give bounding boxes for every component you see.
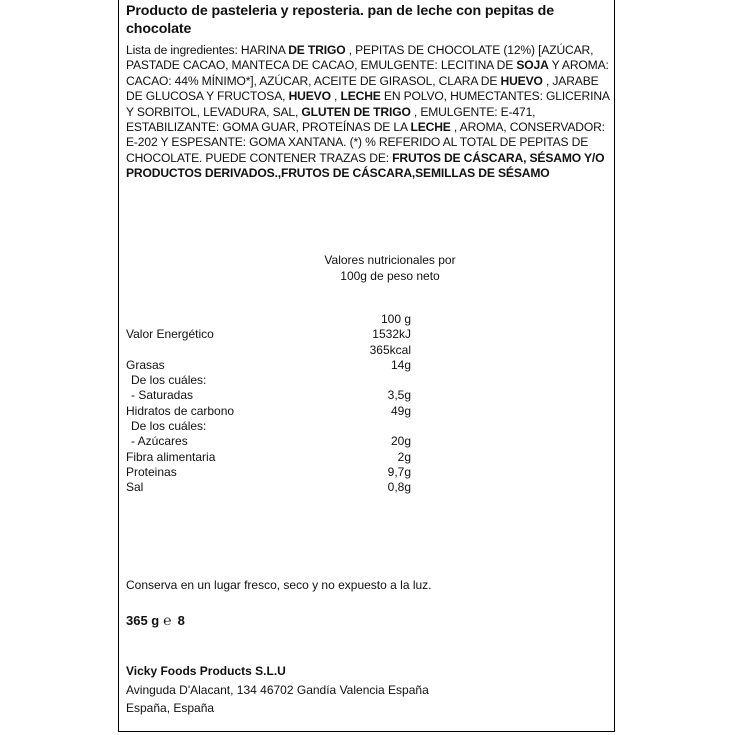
nutrient-label: Hidratos de carbono (126, 403, 235, 418)
unit-count: 8 (177, 613, 185, 628)
allergen-text: FRUTOS DE CÁSCARA, SÉSAMO Y/O PRODUCTOS DERIVADOS.,FRUTOS DE CÁSCARA,SEMILLAS DE SÉSAMO (126, 150, 605, 181)
company-name: Vicky Foods Products S.L.U (126, 664, 286, 678)
nutrient-value: 49g (390, 403, 411, 418)
nutrient-value: 9,7g (387, 464, 411, 479)
estimated-sign-icon: ℮ (163, 612, 172, 628)
storage-instructions: Conserva en un lugar fresco, seco y no expuesto a la luz. (126, 578, 432, 592)
net-weight-value: 365 g (126, 613, 160, 628)
allergen-text: SOJA (516, 58, 549, 73)
company-address: Avinguda D'Alacant, 134 46702 Gandía Valencia España (126, 682, 429, 697)
nutrient-label: Fibra alimentaria (126, 449, 216, 464)
nutrition-row (126, 419, 446, 434)
ingredient-text: , AROMA, CONSERVADOR: E-202 Y ESPESANTE: GOMA XANTANA. (*) % REFERIDO AL TOTAL DE PEPITAS DE CHOCOLATE. PUEDE CONTENER TRAZAS DE: (126, 120, 605, 165)
nutrition-row (126, 404, 446, 419)
ingredient-text: Lista de ingredientes: HARINA (126, 43, 289, 57)
ingredient-text: , EMULGENTE: E-471, ESTABILIZANTE: GOMA GUAR, PROTEÍNAS DE LA (126, 104, 536, 135)
allergen-text: GLUTEN DE TRIGO (301, 104, 411, 119)
nutrition-row (126, 465, 446, 480)
nutrition-row (126, 358, 446, 373)
nutrient-label: - Saturadas (131, 388, 194, 403)
nutrition-table (126, 312, 446, 496)
nutrient-label: Proteinas (126, 464, 177, 479)
nutrition-row (126, 434, 446, 449)
nutrient-label: Sal (126, 480, 144, 495)
ingredient-text: , JARABE DE GLUCOSA Y FRUCTOSA, (126, 73, 599, 104)
nutrient-value: 2g (397, 449, 411, 464)
nutrition-row (126, 388, 446, 403)
ingredient-text: , PEPITAS DE CHOCOLATE (12%) [AZÚCAR, PASTADE CACAO, MANTECA DE CACAO, EMULGENTE: LECITINA DE (126, 43, 594, 73)
nutrient-value: 1532kJ (372, 327, 411, 342)
nutrition-row (126, 343, 446, 358)
nutrition-row (126, 327, 446, 342)
nutrient-label: De los cuáles: (131, 373, 207, 388)
net-weight (126, 612, 185, 629)
nutrient-value: 0,8g (387, 480, 411, 495)
allergen-text: DE TRIGO (288, 43, 346, 57)
nutrient-value: 3,5g (387, 388, 411, 403)
nutrient-value: 20g (390, 434, 411, 449)
nutrient-label: De los cuáles: (131, 419, 207, 434)
nutrient-value: 14g (390, 357, 411, 372)
nutrition-header-line1: Valores nutricionales por (324, 253, 456, 267)
nutrient-label: Valor Energético (126, 327, 214, 342)
nutrient-value: 365kcal (369, 342, 411, 357)
ingredient-text: EN POLVO, HUMECTANTES: GLICERINA Y SORBITOL, LEVADURA, SAL, (126, 89, 610, 119)
allergen-text: HUEVO (500, 73, 543, 88)
nutrition-row (126, 312, 446, 327)
ingredient-text: , (330, 89, 341, 104)
ingredient-text: Y AROMA: CACAO: 44% MÍNIMO*], AZÚCAR, ACEITE DE GIRASOL, CLARA DE (126, 58, 609, 88)
product-title: Producto de pasteleria y reposteria. pan de leche con pepitas de chocolate (126, 3, 555, 37)
nutrition-row (126, 450, 446, 465)
ingredients-list (126, 43, 618, 182)
nutrient-value: 100 g (380, 312, 411, 326)
allergen-text: HUEVO (288, 89, 331, 104)
nutrition-header-line2: 100g de peso neto (340, 268, 440, 283)
company-country: España, España (126, 701, 215, 715)
nutrition-row (126, 480, 446, 495)
allergen-text: LECHE (410, 120, 451, 135)
allergen-text: LECHE (340, 89, 381, 104)
nutrient-label: Grasas (126, 357, 165, 372)
nutrient-label: - Azúcares (131, 434, 188, 449)
nutrition-header (300, 253, 480, 284)
company-info (126, 662, 429, 718)
nutrition-row (126, 373, 446, 388)
